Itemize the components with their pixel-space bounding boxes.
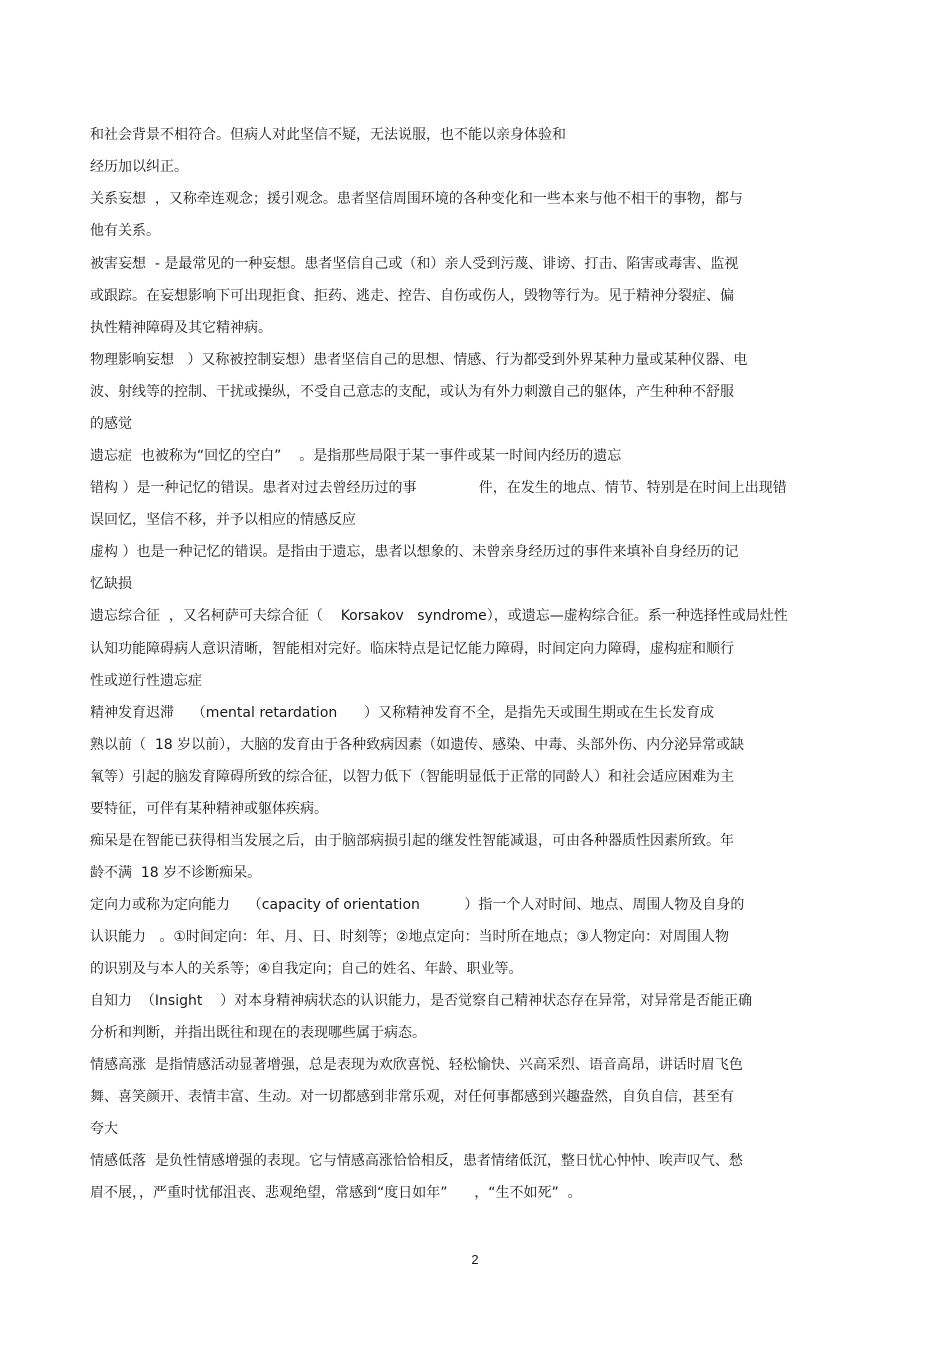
text-line: 夸大	[90, 1121, 118, 1137]
text-line: 熟以前（ 18 岁以前），大脑的发育由于各种致病因素（如遗传、感染、中毒、头部外伤、内分泌异常或缺	[90, 737, 745, 753]
page-number: 2	[471, 1252, 479, 1267]
text-line: 被害妄想 - 是最常见的一种妄想。患者坚信自己或（和）亲人受到污蔑、诽谤、打击、陷害或毒害、监视	[90, 256, 739, 272]
text-line: 经历加以纠正。	[90, 159, 188, 175]
text-line: 虚构 ）也是一种记忆的错误。是指由于遗忘，患者以想象的、未曾亲身经历过的事件来填补自身经历的记	[90, 544, 739, 560]
text-line: 遗忘症 也被称为“回忆的空白” 。是指那些局限于某一事件或某一时间内经历的遗忘	[90, 448, 622, 464]
text-line: 龄不满 18 岁不诊断痴呆。	[90, 865, 262, 881]
text-line: 遗忘综合征 ，又名柯萨可夫综合征（ Korsakov syndrome），或遗忘—虚构综合征。系一种选择性或局灶性	[90, 608, 788, 624]
text-line: 的识别及与本人的关系等；④自我定向；自己的姓名、年龄、职业等。	[90, 961, 523, 977]
text-line: 物理影响妄想 ）又称被控制妄想）患者坚信自己的思想、情感、行为都受到外界某种力量或某种仪器、电	[90, 352, 748, 368]
text-line: 关系妄想 ，又称牵连观念；援引观念。患者坚信周围环境的各种变化和一些本来与他不相干的事物，都与	[90, 191, 743, 207]
text-line: 眉不展，，严重时忧郁沮丧、悲观绝望，常感到“度日如年” ，“生不如死” 。	[90, 1185, 582, 1201]
text-line: 情感高涨 是指情感活动显著增强，总是表现为欢欣喜悦、轻松愉快、兴高采烈、语音高昂，讲话时眉飞色	[90, 1057, 743, 1073]
text-line: 分析和判断，并指出既往和现在的表现哪些属于病态。	[90, 1025, 426, 1041]
text-line: 认知功能障碍病人意识清晰，智能相对完好。临床特点是记忆能力障碍，时间定向力障碍，虚构症和顺行	[90, 641, 734, 657]
text-line: 错构 ）是一种记忆的错误。患者对过去曾经历过的事 件，在发生的地点、情节、特别是在时间上出现错	[90, 480, 787, 496]
text-line: 波、射线等的控制、干扰或操纵，不受自己意志的支配，或认为有外力刺激自己的躯体，产生种种不舒服	[90, 384, 734, 400]
text-line: 氧等）引起的脑发育障碍所致的综合征，以智力低下（智能明显低于正常的同龄人）和社会适应困难为主	[90, 769, 734, 785]
text-line: 执性精神障碍及其它精神病。	[90, 320, 272, 336]
text-line: 舞、喜笑颜开、表情丰富、生动。对一切都感到非常乐观，对任何事都感到兴趣盎然，自负自信，甚至有	[90, 1089, 734, 1105]
text-line: 的感觉	[90, 416, 132, 432]
text-line: 要特征，可伴有某种精神或躯体疾病。	[90, 801, 328, 817]
text-line: 和社会背景不相符合。但病人对此坚信不疑，无法说服，也不能以亲身体验和	[90, 127, 566, 143]
text-line: 忆缺损	[90, 576, 132, 592]
text-line: 认识能力 。①时间定向：年、月、日、时刻等；②地点定向：当时所在地点；③人物定向：对周围人物	[90, 929, 730, 945]
text-line: 误回忆，坚信不移，并予以相应的情感反应	[90, 512, 356, 528]
text-line: 情感低落 是负性情感增强的表现。它与情感高涨恰恰相反，患者情绪低沉，整日忧心忡忡、唉声叹气、愁	[90, 1153, 743, 1169]
text-line: 他有关系。	[90, 223, 160, 239]
text-line: 定向力或称为定向能力 （capacity of orientation ）指一个人对时间、地点、周围人物及自身的	[90, 897, 745, 913]
text-line: 或跟踪。在妄想影响下可出现拒食、拒药、逃走、控告、自伤或伤人，毁物等行为。见于精神分裂症、偏	[90, 288, 734, 304]
text-line: 性或逆行性遗忘症	[90, 673, 202, 689]
text-line: 自知力 （Insight ）对本身精神病状态的认识能力，是否觉察自己精神状态存在异常，对异常是否能正确	[90, 993, 753, 1009]
text-line: 痴呆是在智能已获得相当发展之后，由于脑部病损引起的继发性智能减退，可由各种器质性因素所致。年	[90, 833, 734, 849]
text-line: 精神发育迟滞 （mental retardation ）又称精神发育不全，是指先天或围生期或在生长发育成	[90, 705, 714, 721]
